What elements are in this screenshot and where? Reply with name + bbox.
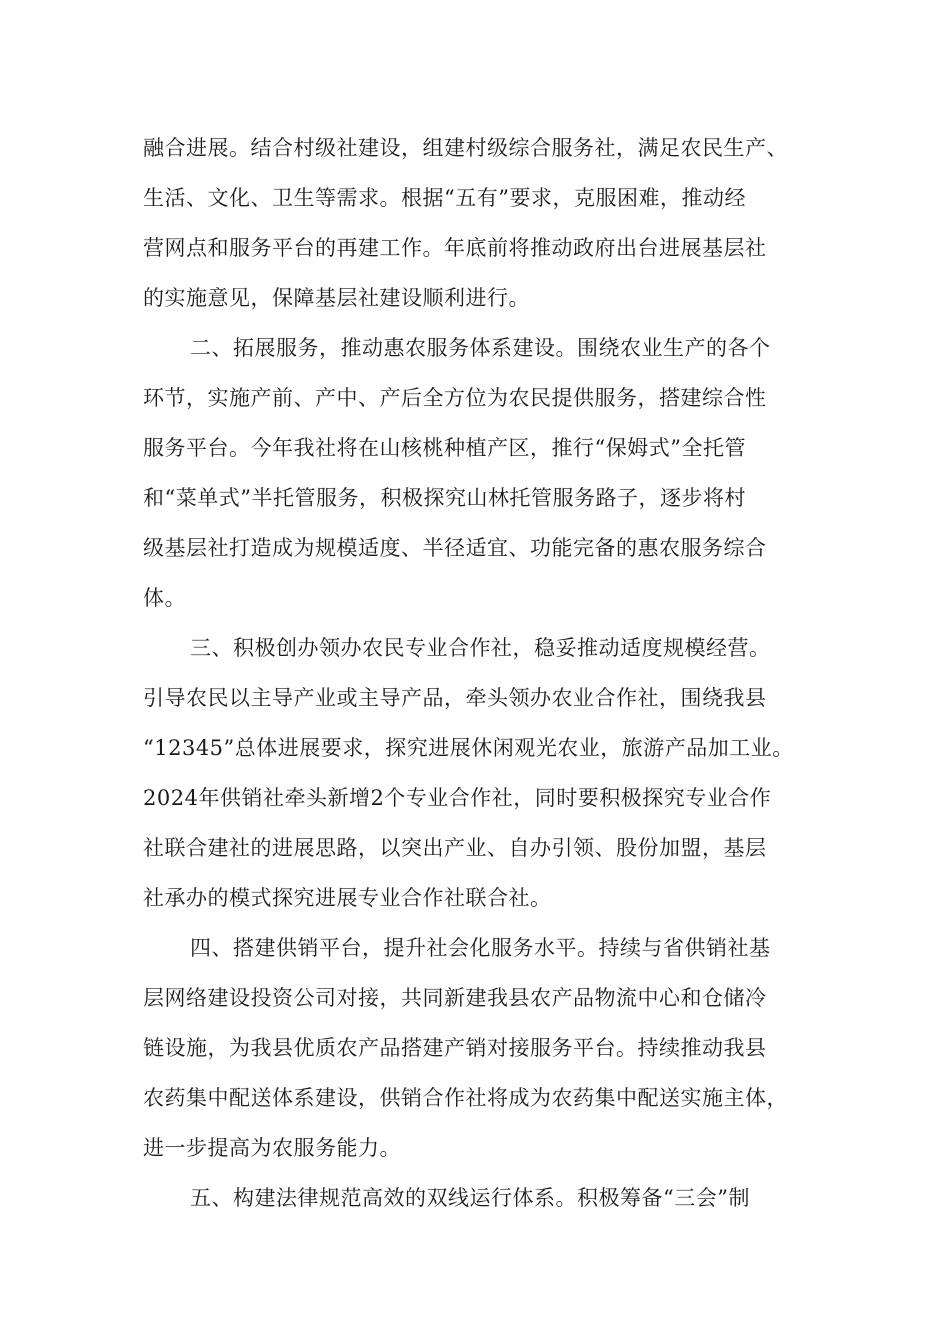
text-line: 服务平台。今年我社将在山核桃种植产区，推行“保姆式”全托管: [143, 436, 746, 460]
text-line: 生活、文化、卫生等需求。根据“五有”要求，克服困难，推动经: [143, 186, 746, 210]
text-line: 社联合建社的进展思路，以突出产业、自办引领、股份加盟，基层: [143, 836, 767, 860]
text-line: 和“菜单式”半托管服务，积极探究山林托管服务路子，逐步将村: [143, 486, 746, 510]
body-text: [143, 123, 808, 1223]
text-line: 级基层社打造成为规模适度、半径适宜、功能完备的惠农服务综合: [143, 536, 767, 560]
text-line: 进一步提高为农服务能力。: [143, 1136, 401, 1160]
text-line: 体。: [143, 586, 186, 610]
text-line: 引导农民以主导产业或主导产品，牵头领办农业合作社，围绕我县: [143, 686, 767, 710]
text-line: 营网点和服务平台的再建工作。年底前将推动政府出台进展基层社: [143, 236, 767, 260]
paragraph-heading-4: 四、搭建供销平台，提升社会化服务水平。持续与省供销社基: [190, 936, 771, 960]
text-line: 社承办的模式探究进展专业合作社联合社。: [143, 886, 552, 910]
paragraph-heading-5: 五、构建法律规范高效的双线运行体系。积极筹备“三会”制: [190, 1186, 750, 1210]
paragraph-heading-2: 二、拓展服务，推动惠农服务体系建设。围绕农业生产的各个: [190, 336, 771, 360]
text-line: 链设施，为我县优质农产品搭建产销对接服务平台。持续推动我县: [143, 1036, 767, 1060]
text-line: 环节，实施产前、产中、产后全方位为农民提供服务，搭建综合性: [143, 386, 767, 410]
paragraph-heading-3: 三、积极创办领办农民专业合作社，稳妥推动适度规模经营。: [190, 636, 771, 660]
text-line: “12345”总体进展要求，探究进展休闲观光农业，旅游产品加工业。: [143, 736, 794, 760]
text-line: 农药集中配送体系建设，供销合作社将成为农药集中配送实施主体，: [143, 1086, 788, 1110]
text-line: 层网络建设投资公司对接，共同新建我县农产品物流中心和仓储冷: [143, 986, 767, 1010]
text-line: 的实施意见，保障基层社建设顺利进行。: [143, 286, 530, 310]
text-line: 融合进展。结合村级社建设，组建村级综合服务社，满足农民生产、: [143, 136, 788, 160]
text-line: 2024年供销社牵头新增2个专业合作社，同时要积极探究专业合作: [143, 786, 772, 810]
